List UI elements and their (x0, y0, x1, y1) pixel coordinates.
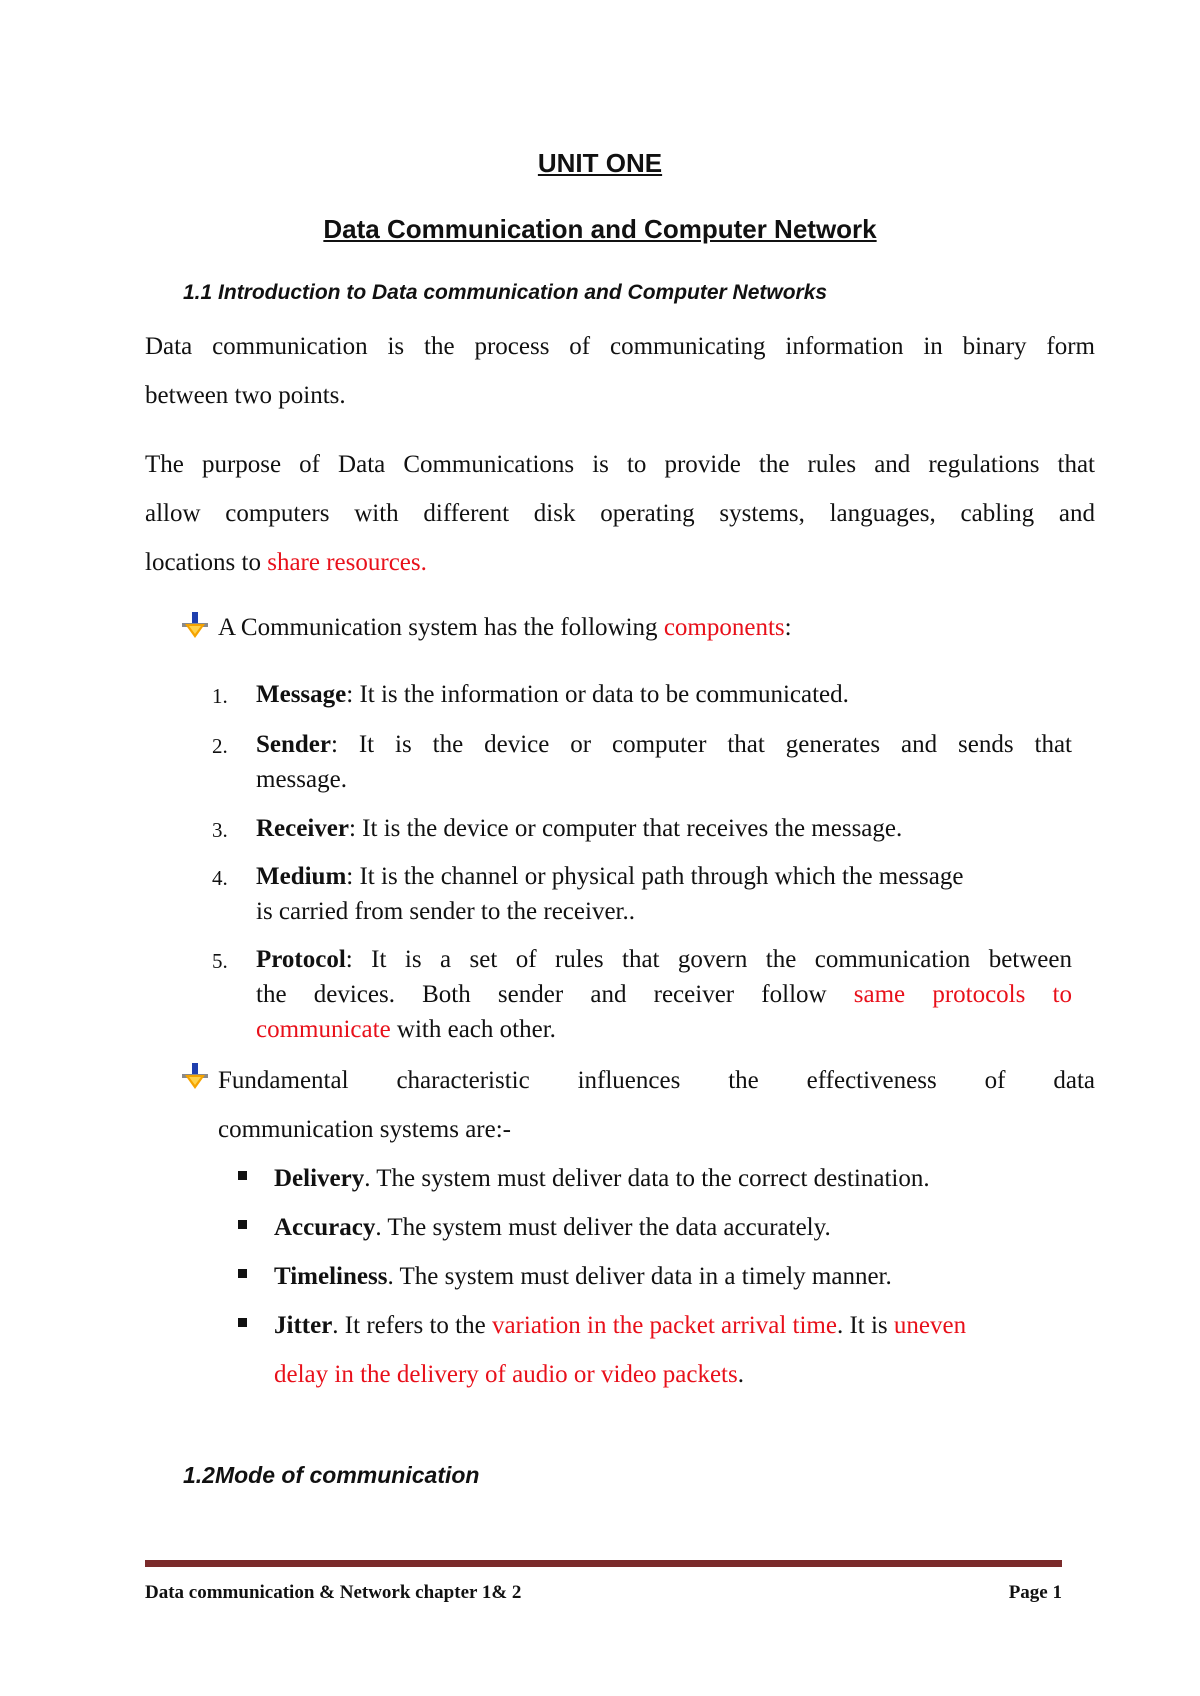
list-item (238, 1154, 1098, 1203)
term-description: : It is the device or computer that receives the message. (348, 815, 903, 842)
list-number: 2. (212, 734, 228, 758)
list-item (238, 1203, 1098, 1252)
list-item (212, 677, 1072, 712)
term-description: with each other. (390, 1016, 556, 1043)
term-description: : It is the channel or physical path through which the message (346, 863, 964, 890)
highlight-text: share resources. (267, 549, 427, 576)
list-item (238, 1252, 1098, 1301)
text-span: locations to (145, 549, 268, 576)
term-description: . The system must deliver the data accurately. (375, 1214, 831, 1241)
paragraph-definition (145, 322, 1095, 420)
square-bullet-icon (238, 1269, 247, 1278)
list-item (212, 942, 1072, 1047)
term-description: is carried from sender to the receiver.. (256, 898, 635, 925)
highlight-text: delay in the delivery of audio or video packets (274, 1361, 738, 1388)
term: Timeliness (274, 1263, 388, 1290)
paragraph-line: between two points. (145, 382, 346, 409)
paragraph-line: Data communication is the process of communicating information in binary form (145, 333, 1095, 360)
term-description: : It is the information or data to be communicated. (346, 681, 849, 708)
term: Receiver (256, 815, 349, 842)
footer-rule (145, 1560, 1062, 1567)
list-item (212, 727, 1072, 797)
highlight-text: communicate (256, 1016, 391, 1043)
highlight-text: same protocols to (853, 981, 1072, 1008)
list-number: 1. (212, 684, 228, 708)
text-span: : (784, 614, 792, 641)
term-description: . The system must deliver data to the correct destination. (364, 1165, 930, 1192)
paragraph-line: The purpose of Data Communications is to provide the rules and regulations that (145, 451, 1095, 478)
term-description: . (737, 1361, 744, 1388)
highlight-text: components (663, 614, 785, 641)
paragraph-purpose (145, 440, 1095, 587)
paragraph-line: allow computers with different disk operating systems, languages, cabling and (145, 500, 1095, 527)
term: Protocol (256, 946, 346, 973)
paragraph-line: communication systems are:- (218, 1116, 511, 1143)
list-item (212, 859, 1072, 929)
unit-title: UNIT ONE (537, 148, 663, 178)
list-number: 3. (212, 818, 228, 842)
highlight-text: uneven (893, 1312, 967, 1339)
list-number: 4. (212, 866, 228, 890)
footer-title: Data communication & Network chapter 1& 2 (145, 1582, 522, 1603)
term-description: . It is (836, 1312, 894, 1339)
square-bullet-icon (238, 1220, 247, 1229)
bullet-characteristics (218, 1056, 1095, 1154)
arrow-bullet-icon (182, 612, 208, 640)
term-description: . The system must deliver data in a timely manner. (387, 1263, 892, 1290)
list-item (212, 811, 1072, 846)
section-heading-1-2: 1.2Mode of communication (183, 1462, 480, 1488)
paragraph-line (145, 538, 1095, 587)
document-title: Data Communication and Computer Network (323, 214, 877, 244)
term: Accuracy (274, 1214, 376, 1241)
section-heading-1-1: 1.1 Introduction to Data communication and Computer Networks (183, 281, 828, 304)
term: Delivery (274, 1165, 365, 1192)
term-description: : It is the device or computer that generates and sends that (331, 731, 1072, 758)
list-number: 5. (212, 949, 228, 973)
term: Jitter (274, 1312, 333, 1339)
term: Medium (256, 863, 347, 890)
term: Message (256, 681, 347, 708)
term-description: the devices. Both sender and receiver follow (256, 981, 854, 1008)
highlight-text: variation in the packet arrival time (491, 1312, 837, 1339)
square-bullet-icon (238, 1318, 247, 1327)
term: Sender (256, 731, 331, 758)
term-description: : It is a set of rules that govern the communication between (345, 946, 1072, 973)
list-item (238, 1301, 1098, 1399)
text-span: A Communication system has the following (218, 614, 664, 641)
arrow-bullet-icon (182, 1063, 208, 1091)
term-description: . It refers to the (332, 1312, 492, 1339)
bullet-components (218, 614, 792, 642)
square-bullet-icon (238, 1171, 247, 1180)
page-number: Page 1 (1008, 1582, 1062, 1603)
term-description: message. (256, 766, 347, 793)
paragraph-line: Fundamental characteristic influences the effectiveness of data (218, 1067, 1095, 1094)
